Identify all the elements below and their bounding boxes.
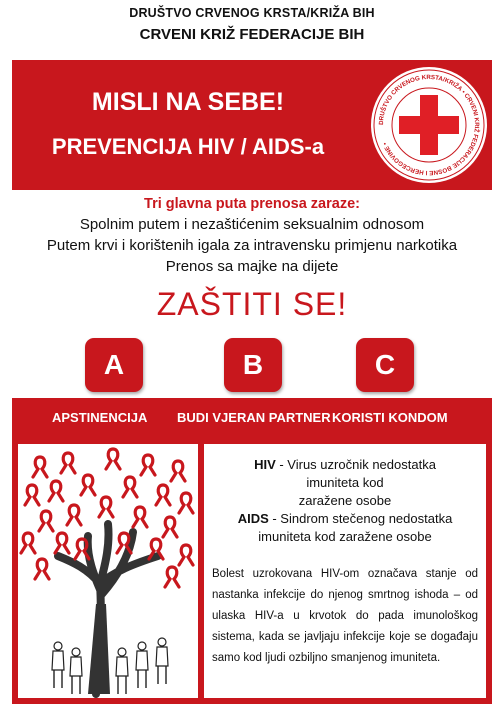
red-cross-logo bbox=[370, 66, 488, 184]
aids-definition: AIDS - Sindrom stečenog nedostatka imuniteta kod zaražene osobe bbox=[237, 511, 453, 544]
transmission-route: Putem krvi i korištenih igala za intravensku primjenu narkotika bbox=[46, 237, 458, 254]
banner-subtitle: PREVENCIJA HIV / AIDS-a bbox=[51, 134, 325, 159]
ribbon-tree-illustration bbox=[18, 444, 198, 698]
banner-title: MISLI NA SEBE! bbox=[91, 88, 285, 116]
organization-header bbox=[0, 6, 504, 43]
info-panel bbox=[12, 438, 492, 704]
abstinence-label: APSTINENCIJA bbox=[52, 410, 148, 425]
transmission-title: Tri glavna puta prenosa zaraze: bbox=[144, 196, 360, 212]
illustration-box bbox=[18, 444, 198, 698]
transmission-route: Spolnim putem i nezaštićenim seksualnim odnosom bbox=[79, 216, 425, 233]
hiv-term: HIV bbox=[254, 457, 276, 472]
disease-description: Bolest uzrokovana HIV-om označava stanje od nastanka infekcije do njenog smrtnog ishoda – od ulaska HIV-a u krvotok do pada imunološkog sistema, kada se javljaju infekcije koje se događaju samo kod ljudi ozbiljno smanjenog imuniteta. bbox=[212, 568, 478, 664]
condom-label: KORISTI KONDOM bbox=[332, 410, 448, 425]
letter-a-badge: A bbox=[85, 338, 143, 392]
faithful-partner-label: BUDI VJERAN PARTNER bbox=[177, 410, 331, 425]
title-banner bbox=[12, 60, 492, 190]
hiv-definition: HIV - Virus uzročnik nedostatka imuniteta kod zaražene osobe bbox=[254, 457, 436, 508]
logo-text: DRUŠTVO CRVENOG KRSTA/KRIŽA • CRVENI KRIŽ FEDERACIJE BOSNE I HERCEGOVINE • bbox=[377, 73, 481, 177]
org-name-line2: CRVENI KRIŽ FEDERACIJE BIH bbox=[139, 26, 365, 43]
protect-heading: ZAŠTITI SE! bbox=[156, 286, 348, 322]
aids-term: AIDS bbox=[237, 511, 269, 526]
transmission-route: Prenos sa majke na dijete bbox=[165, 258, 339, 275]
abc-labels-bar bbox=[12, 398, 492, 438]
letter-b-badge: B bbox=[224, 338, 282, 392]
transmission-section bbox=[0, 196, 504, 275]
letter-c-badge: C bbox=[356, 338, 414, 392]
org-name-line1: DRUŠTVO CRVENOG KRSTA/KRIŽA BIH bbox=[129, 6, 375, 20]
definitions-box bbox=[204, 444, 486, 698]
